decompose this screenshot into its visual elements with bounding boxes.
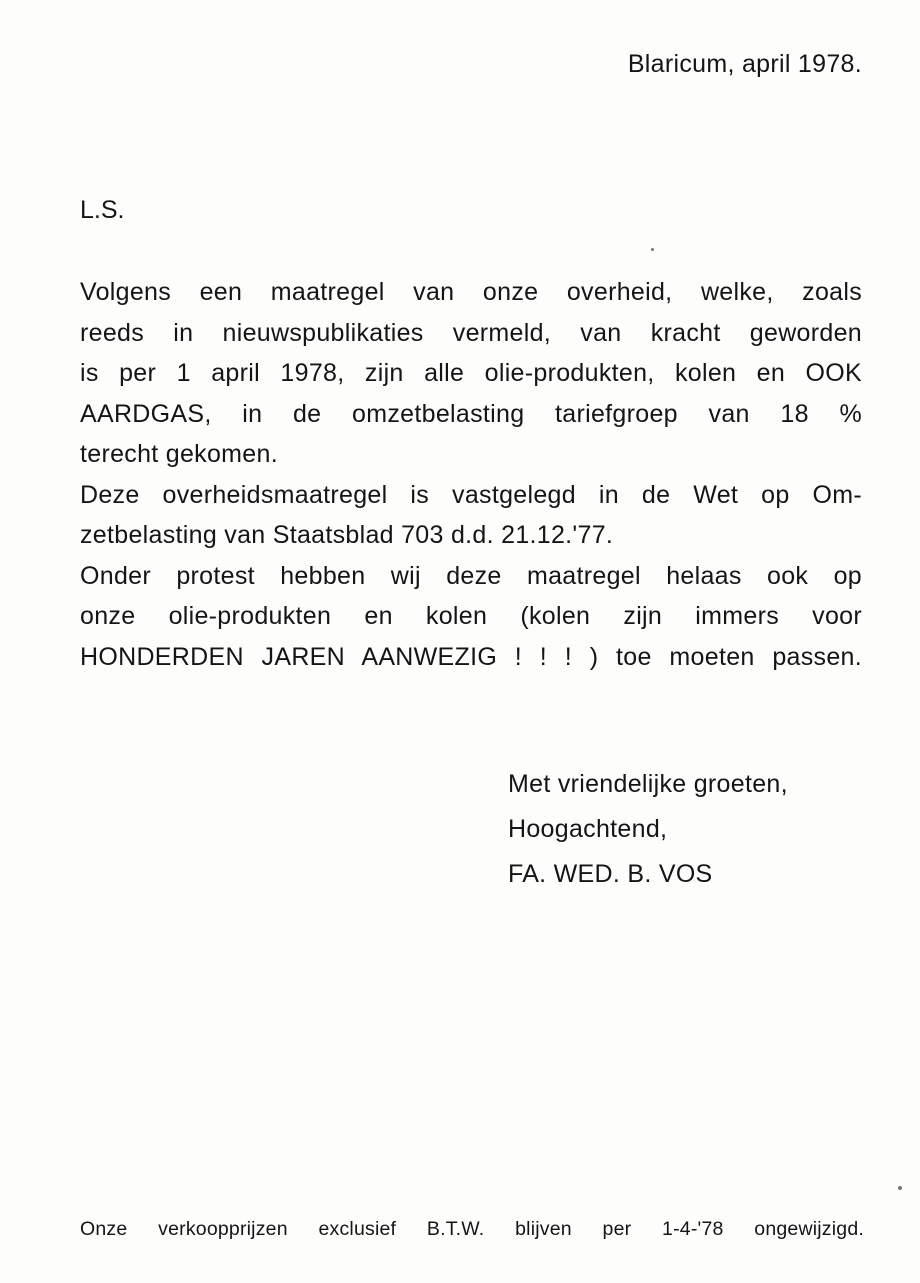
body-line: Onder protest hebben wij deze maatregel helaas ook op: [80, 561, 862, 590]
body-line: zetbelasting van Staatsblad 703 d.d. 21.12.'77.: [80, 521, 614, 549]
sender-name: FA. WED. B. VOS: [508, 860, 713, 888]
footer-note: Onze verkoopprijzen exclusief B.T.W. blijven per 1-4-'78 ongewijzigd.: [80, 1218, 864, 1240]
paper-speck: [651, 248, 654, 251]
body-line: onze olie-produkten en kolen (kolen zijn immers voor: [80, 602, 862, 630]
salutation: L.S.: [80, 196, 125, 224]
body-line: Volgens een maatregel van onze overheid, welke, zoals: [80, 278, 862, 306]
body-line: Deze overheidsmaatregel is vastgelegd in de Wet op Om-: [80, 480, 862, 509]
body-line: is per 1 april 1978, zijn alle olie-produkten, kolen en OOK: [80, 359, 862, 387]
body-line: AARDGAS, in de omzetbelasting tariefgroep van 18 %: [80, 399, 862, 428]
place-date: Blaricum, april 1978.: [627, 50, 862, 78]
letter-body: [80, 272, 862, 677]
paper-speck: [898, 1186, 902, 1190]
body-line: HONDERDEN JAREN AANWEZIG ! ! ! ) toe moeten passen.: [80, 642, 862, 671]
closing-regards: Hoogachtend,: [508, 815, 668, 843]
body-line: reeds in nieuwspublikaties vermeld, van kracht geworden: [80, 318, 862, 347]
body-line: terecht gekomen.: [80, 440, 278, 468]
closing-block: [508, 762, 788, 897]
closing-greeting: Met vriendelijke groeten,: [508, 770, 788, 798]
